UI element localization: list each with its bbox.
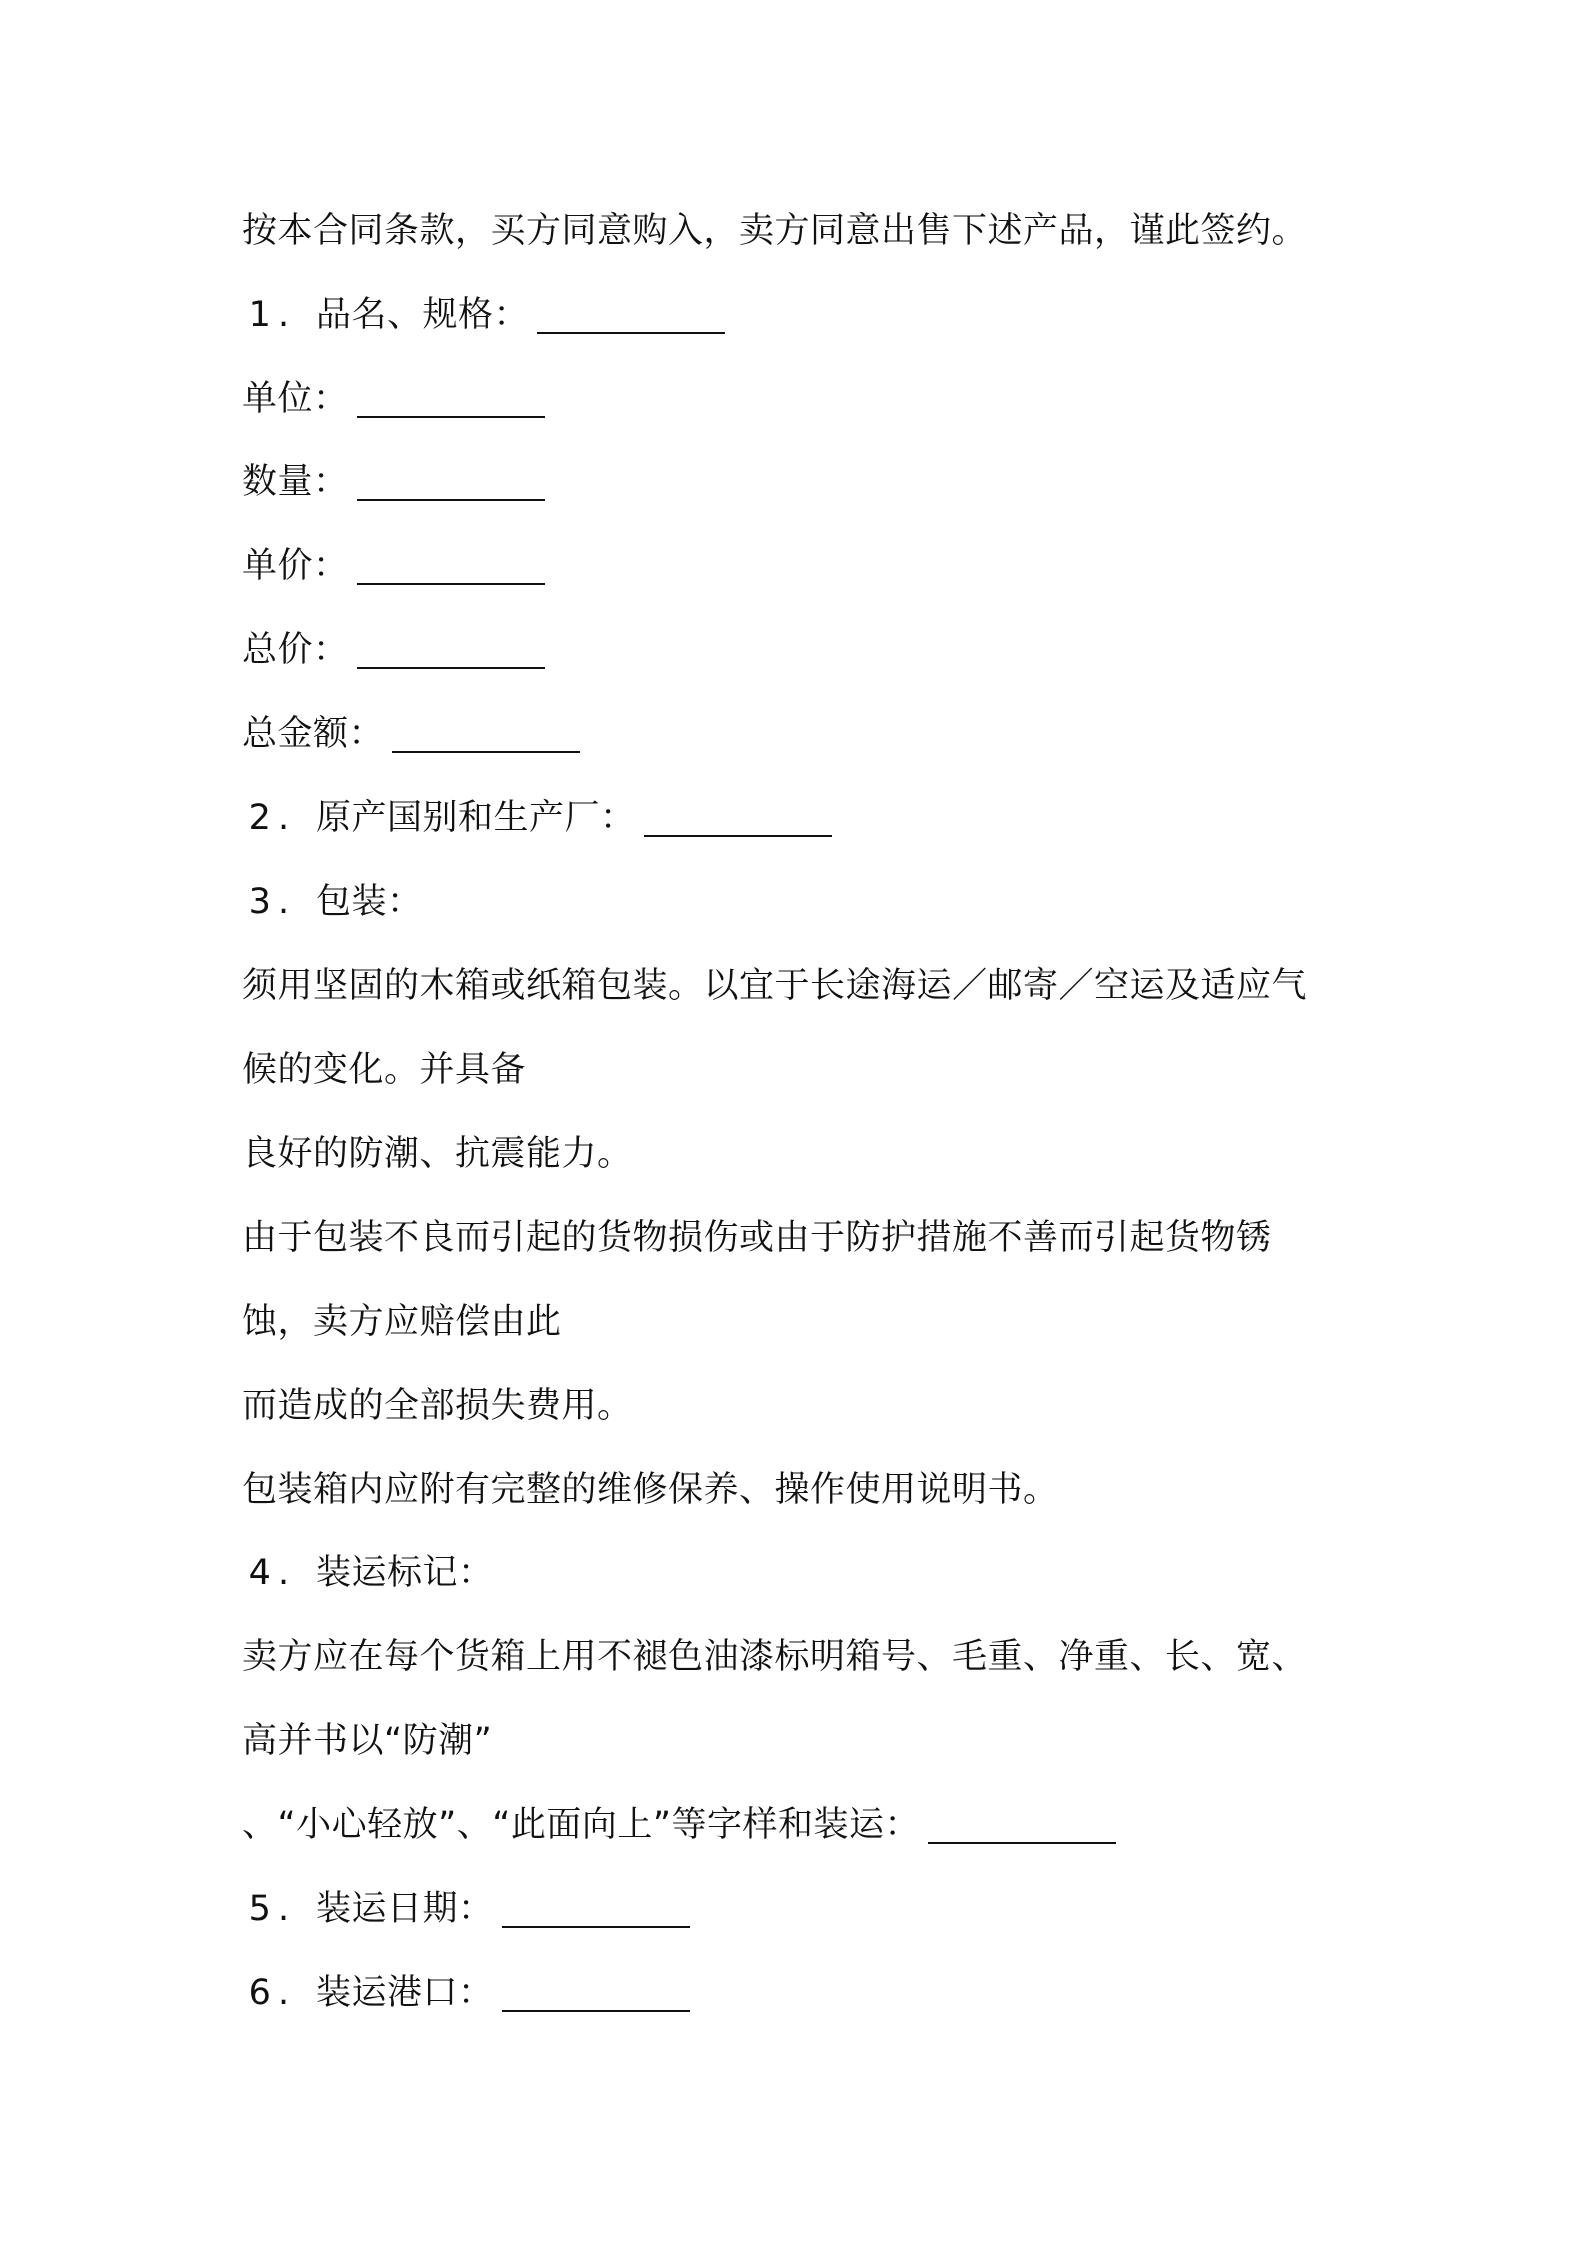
clause-2-origin bbox=[242, 794, 832, 842]
field-label: 总价： bbox=[242, 630, 349, 670]
ship-date-blank-field[interactable] bbox=[502, 1890, 690, 1928]
field-label: 品名、规格： bbox=[316, 295, 530, 335]
field-label: 原产国别和生产厂： bbox=[316, 798, 636, 838]
marks-blank-field[interactable] bbox=[928, 1806, 1116, 1844]
clause-dot: . bbox=[278, 882, 290, 922]
field-total-amount bbox=[242, 710, 580, 758]
ship-port-blank-field[interactable] bbox=[502, 1974, 690, 2012]
clause-4-marks bbox=[242, 1549, 494, 1597]
marks-text-line: 卖方应在每个货箱上用不褪色油漆标明箱号、毛重、净重、长、宽、 bbox=[242, 1637, 1308, 1677]
clause-dot: . bbox=[278, 295, 290, 335]
field-quantity bbox=[242, 458, 545, 506]
field-total-price bbox=[242, 626, 545, 674]
packing-text-line: 候的变化。并具备 bbox=[242, 1050, 527, 1090]
marks-text-line bbox=[242, 1801, 1116, 1849]
clause-dot: . bbox=[278, 1889, 290, 1929]
field-label: 单价： bbox=[242, 546, 349, 586]
clause-number: 2 bbox=[248, 798, 272, 838]
clause-5-ship-date bbox=[242, 1885, 690, 1933]
clause-number: 3 bbox=[248, 882, 272, 922]
field-label: 包装： bbox=[316, 882, 423, 922]
clause-3-packing bbox=[242, 878, 423, 926]
clause-dot: . bbox=[278, 1973, 290, 2013]
total-amount-blank-field[interactable] bbox=[392, 715, 580, 753]
clause-dot: . bbox=[278, 1553, 290, 1593]
packing-text-line: 包装箱内应附有完整的维修保养、操作使用说明书。 bbox=[242, 1470, 1059, 1510]
clause-number: 5 bbox=[248, 1889, 272, 1929]
marks-text-label: 、“小心轻放”、“此面向上”等字样和装运： bbox=[242, 1805, 921, 1845]
origin-blank-field[interactable] bbox=[644, 799, 832, 837]
packing-text-line: 由于包装不良而引起的货物损伤或由于防护措施不善而引起货物锈 bbox=[242, 1218, 1272, 1258]
clause-number: 1 bbox=[248, 295, 272, 335]
intro-text: 按本合同条款，买方同意购入，卖方同意出售下述产品，谨此签约。 bbox=[242, 211, 1308, 251]
field-label: 数量： bbox=[242, 462, 349, 502]
unit-price-blank-field[interactable] bbox=[357, 547, 545, 585]
clause-number: 6 bbox=[248, 1973, 272, 2013]
packing-text-line: 而造成的全部损失费用。 bbox=[242, 1386, 633, 1426]
packing-text-line: 良好的防潮、抗震能力。 bbox=[242, 1134, 633, 1174]
quantity-blank-field[interactable] bbox=[357, 463, 545, 501]
clause-6-ship-port bbox=[242, 1969, 690, 2017]
marks-text-line: 高并书以“防潮” bbox=[242, 1721, 493, 1761]
unit-blank-field[interactable] bbox=[357, 380, 545, 418]
clause-dot: . bbox=[278, 798, 290, 838]
packing-text-line: 蚀，卖方应赔偿由此 bbox=[242, 1302, 562, 1342]
field-unit-price bbox=[242, 542, 545, 590]
field-unit bbox=[242, 375, 545, 423]
packing-text-line: 须用坚固的木箱或纸箱包装。以宜于长途海运／邮寄／空运及适应气 bbox=[242, 966, 1308, 1006]
clause-1-product bbox=[242, 291, 725, 339]
total-price-blank-field[interactable] bbox=[357, 631, 545, 669]
product-blank-field[interactable] bbox=[537, 296, 725, 334]
field-label: 总金额： bbox=[242, 714, 385, 754]
field-label: 单位： bbox=[242, 379, 349, 419]
field-label: 装运标记： bbox=[316, 1553, 494, 1593]
field-label: 装运日期： bbox=[316, 1889, 494, 1929]
clause-number: 4 bbox=[248, 1553, 272, 1593]
field-label: 装运港口： bbox=[316, 1973, 494, 2013]
